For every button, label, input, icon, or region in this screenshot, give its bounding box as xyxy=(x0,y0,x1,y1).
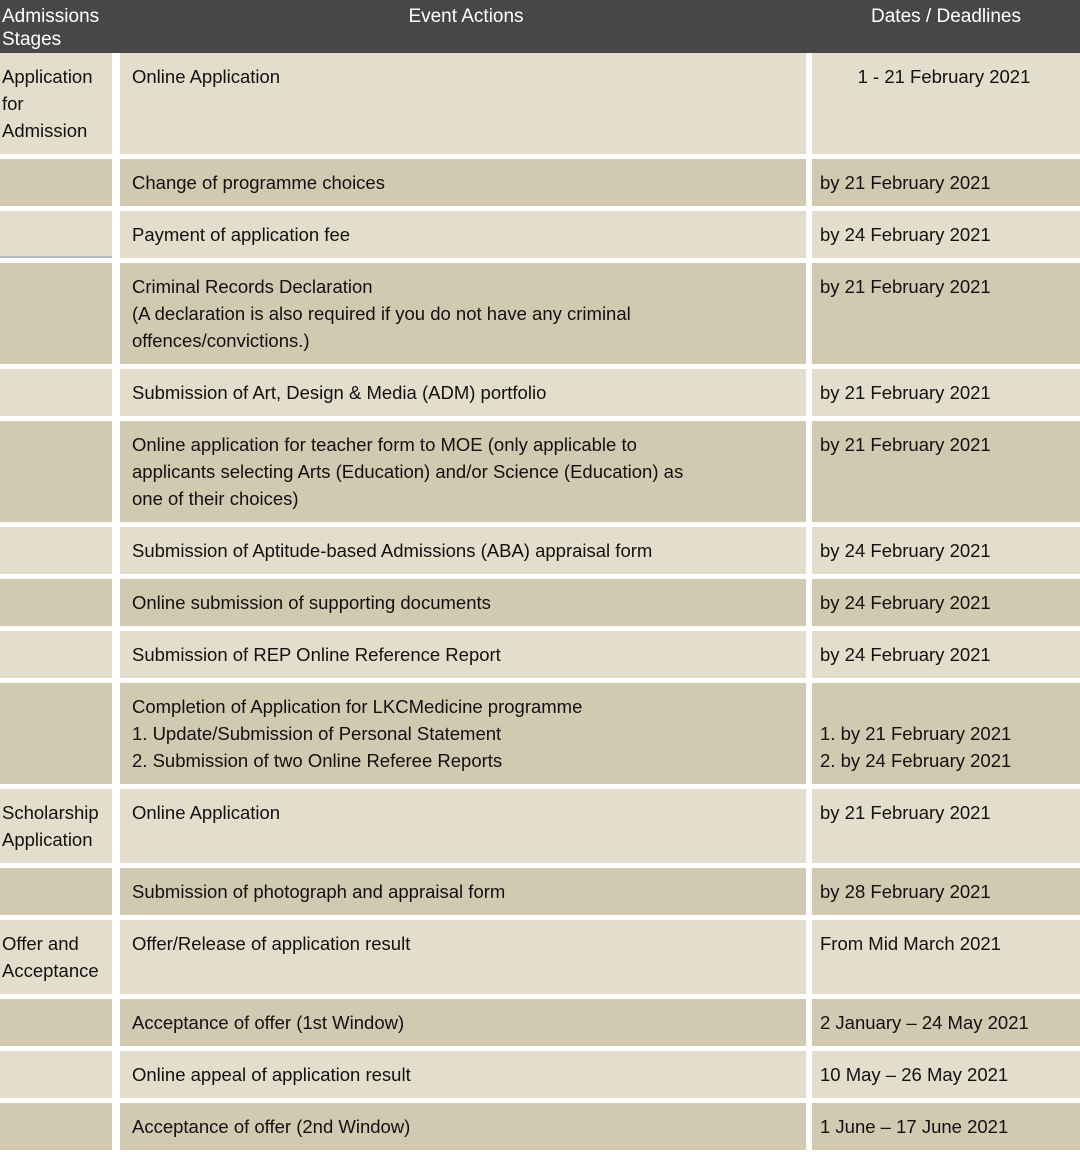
stage-label-line: Application xyxy=(2,66,93,87)
table-row xyxy=(0,920,1080,999)
event-action-line: Submission of photograph and appraisal form xyxy=(132,881,506,902)
cell-date-deadline xyxy=(812,868,1080,920)
cell-date-deadline xyxy=(812,421,1080,527)
cell-admissions-stage xyxy=(0,369,120,421)
cell-date-deadline xyxy=(812,159,1080,211)
date-deadline-line: by 28 February 2021 xyxy=(820,881,991,902)
cell-admissions-stage xyxy=(0,527,120,579)
column-header-dates-deadlines: Dates / Deadlines xyxy=(812,0,1080,53)
table-row xyxy=(0,579,1080,631)
event-action-line: Completion of Application for LKCMedicine programme xyxy=(132,696,583,717)
table-row xyxy=(0,683,1080,789)
event-action-line: Offer/Release of application result xyxy=(132,933,411,954)
cell-admissions-stage xyxy=(0,53,120,159)
event-action-line: one of their choices) xyxy=(132,488,299,509)
cell-admissions-stage xyxy=(0,683,120,789)
cell-event-action xyxy=(120,263,812,369)
date-deadline-line: by 21 February 2021 xyxy=(820,382,991,403)
date-deadline-line: 2. by 24 February 2021 xyxy=(820,750,1012,771)
event-action-line: Online submission of supporting documents xyxy=(132,592,491,613)
table-header-row xyxy=(0,0,1080,53)
cell-admissions-stage xyxy=(0,159,120,211)
cell-event-action xyxy=(120,527,812,579)
date-deadline-line: by 21 February 2021 xyxy=(820,802,991,823)
cell-event-action xyxy=(120,421,812,527)
event-action-line: (A declaration is also required if you do not have any criminal xyxy=(132,303,631,324)
table-row xyxy=(0,868,1080,920)
event-action-line: Submission of Aptitude-based Admissions (ABA) appraisal form xyxy=(132,540,653,561)
cell-admissions-stage xyxy=(0,631,120,683)
date-deadline-line: 1 - 21 February 2021 xyxy=(857,66,1031,87)
cell-event-action xyxy=(120,631,812,683)
date-deadline-line: 1. by 21 February 2021 xyxy=(820,723,1012,744)
table-row xyxy=(0,631,1080,683)
table-header xyxy=(0,0,1080,53)
table-row xyxy=(0,211,1080,263)
stage-label-line: Admission xyxy=(2,120,88,141)
date-deadline-line: 2 January – 24 May 2021 xyxy=(820,1012,1029,1033)
event-action-line: Online Application xyxy=(132,802,281,823)
event-action-line: Acceptance of offer (2nd Window) xyxy=(132,1116,411,1137)
cell-event-action xyxy=(120,868,812,920)
cell-admissions-stage xyxy=(0,579,120,631)
cell-event-action xyxy=(120,920,812,999)
event-action-line: Submission of REP Online Reference Report xyxy=(132,644,501,665)
cell-event-action xyxy=(120,159,812,211)
date-deadline-line: 1 June – 17 June 2021 xyxy=(820,1116,1009,1137)
cell-event-action xyxy=(120,683,812,789)
date-deadline-line: by 24 February 2021 xyxy=(820,224,991,245)
date-deadline-line: by 24 February 2021 xyxy=(820,540,991,561)
table-row xyxy=(0,159,1080,211)
cell-date-deadline xyxy=(812,53,1080,159)
event-action-line: offences/convictions.) xyxy=(132,330,310,351)
date-deadline-line: by 24 February 2021 xyxy=(820,644,991,665)
event-action-line: Change of programme choices xyxy=(132,172,385,193)
cell-event-action xyxy=(120,789,812,868)
cell-event-action xyxy=(120,369,812,421)
cell-date-deadline xyxy=(812,631,1080,683)
table-row xyxy=(0,263,1080,369)
date-deadline-line: by 21 February 2021 xyxy=(820,434,991,455)
table-body xyxy=(0,53,1080,1155)
cell-date-deadline xyxy=(812,789,1080,868)
cell-date-deadline xyxy=(812,211,1080,263)
event-action-line: Online application for teacher form to MOE (only applicable to xyxy=(132,434,637,455)
cell-event-action xyxy=(120,53,812,159)
cell-date-deadline xyxy=(812,263,1080,369)
column-header-admissions-stages-line2: Stages xyxy=(2,29,62,50)
event-action-line: Criminal Records Declaration xyxy=(132,276,373,297)
stage-label-line: Application xyxy=(2,829,93,850)
column-header-event-actions: Event Actions xyxy=(120,0,812,53)
stage-label-line: Acceptance xyxy=(2,960,99,981)
column-header-admissions-stages-line1: Admissions xyxy=(2,6,100,27)
event-action-line: Online appeal of application result xyxy=(132,1064,411,1085)
cell-event-action xyxy=(120,1103,812,1155)
cell-admissions-stage xyxy=(0,1103,120,1155)
event-action-line: Acceptance of offer (1st Window) xyxy=(132,1012,405,1033)
table-row xyxy=(0,53,1080,159)
table-row xyxy=(0,369,1080,421)
cell-event-action xyxy=(120,211,812,263)
cell-date-deadline xyxy=(812,999,1080,1051)
stage-label-line: Offer and xyxy=(2,933,79,954)
cell-date-deadline xyxy=(812,579,1080,631)
event-action-line: Online Application xyxy=(132,66,281,87)
cell-admissions-stage xyxy=(0,789,120,868)
cell-date-deadline xyxy=(812,683,1080,789)
date-deadline-line: From Mid March 2021 xyxy=(820,933,1001,954)
date-deadline-line: by 21 February 2021 xyxy=(820,172,991,193)
cell-admissions-stage xyxy=(0,263,120,369)
cell-admissions-stage xyxy=(0,920,120,999)
table-row xyxy=(0,1103,1080,1155)
table-row xyxy=(0,789,1080,868)
date-deadline-line: by 21 February 2021 xyxy=(820,276,991,297)
stage-label-line: for xyxy=(2,93,24,114)
event-action-line: applicants selecting Arts (Education) and/or Science (Education) as xyxy=(132,461,684,482)
event-action-line: Payment of application fee xyxy=(132,224,351,245)
cell-admissions-stage xyxy=(0,999,120,1051)
event-action-line: 2. Submission of two Online Referee Reports xyxy=(132,750,503,771)
cell-event-action xyxy=(120,579,812,631)
cell-date-deadline xyxy=(812,369,1080,421)
cell-date-deadline xyxy=(812,920,1080,999)
table-row xyxy=(0,421,1080,527)
column-header-admissions-stages xyxy=(0,0,120,53)
date-deadline-line: by 24 February 2021 xyxy=(820,592,991,613)
cell-admissions-stage xyxy=(0,421,120,527)
cell-admissions-stage xyxy=(0,211,120,263)
cell-event-action xyxy=(120,999,812,1051)
table-row xyxy=(0,999,1080,1051)
event-action-line: Submission of Art, Design & Media (ADM) portfolio xyxy=(132,382,547,403)
cell-date-deadline xyxy=(812,1103,1080,1155)
cell-date-deadline xyxy=(812,527,1080,579)
cell-admissions-stage xyxy=(0,868,120,920)
event-action-line: 1. Update/Submission of Personal Statement xyxy=(132,723,502,744)
table-row xyxy=(0,527,1080,579)
stage-label-line: Scholarship xyxy=(2,802,99,823)
date-deadline-line: 10 May – 26 May 2021 xyxy=(820,1064,1009,1085)
